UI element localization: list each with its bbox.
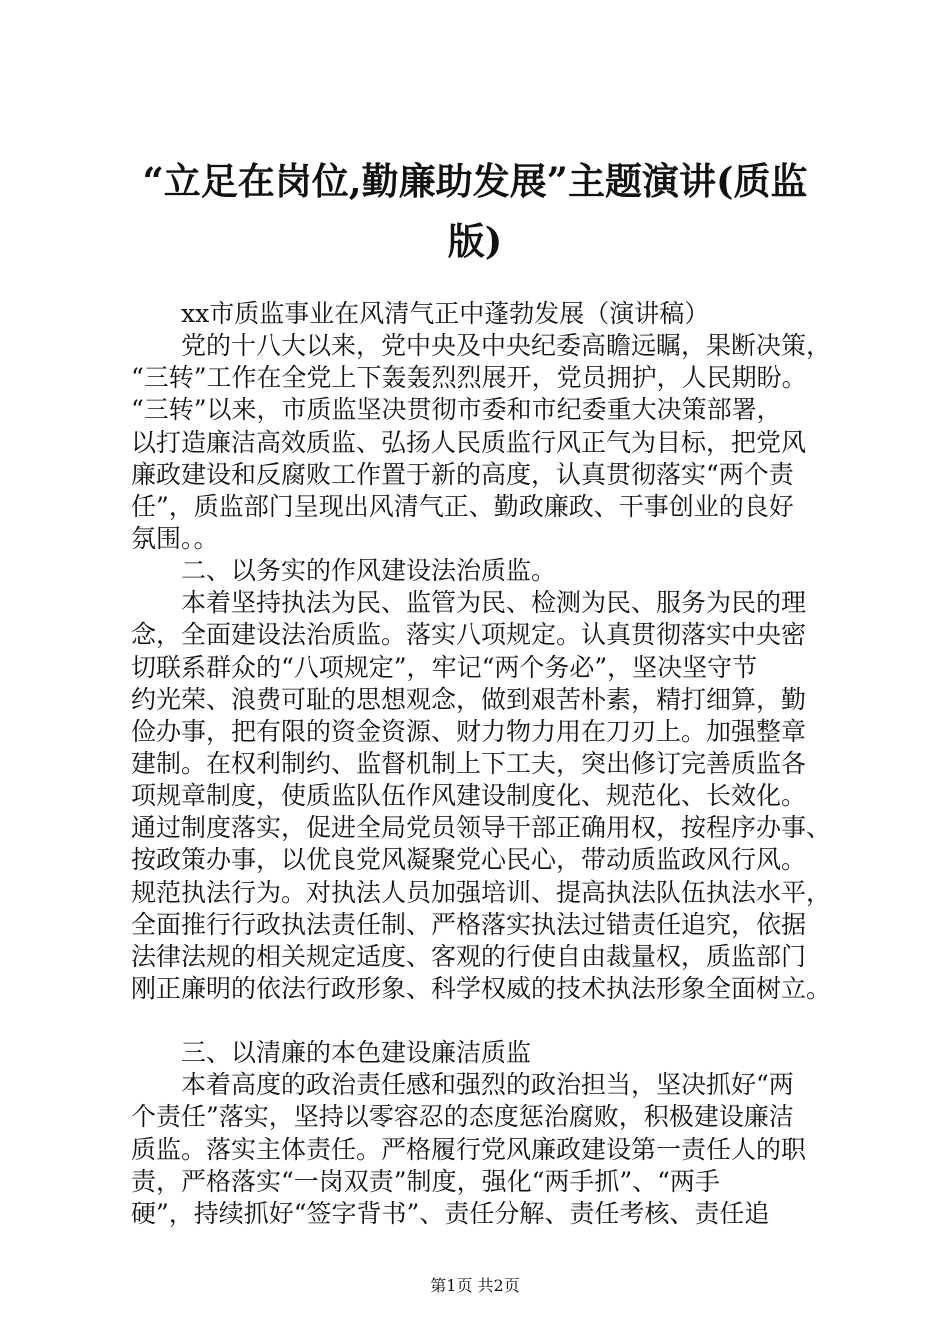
body-line: 硬”，持续抓好“签字背书”、责任分解、责任考核、责任追	[131, 1198, 770, 1228]
body-line: 刚正廉明的依法行政形象、科学权威的技术执法形象全面树立。	[131, 973, 832, 1003]
body-line: 质监。落实主体责任。严格履行党风廉政建设第一责任人的职	[131, 1134, 807, 1164]
section-heading: 三、以清廉的本色建设廉洁质监	[181, 1038, 532, 1068]
document-title-line-1: “立足在岗位,勤廉助发展”主题演讲(质监	[142, 159, 808, 203]
body-line: “三转”工作在全党上下轰轰烈烈展开，党员拥护，人民期盼。	[131, 363, 807, 393]
body-line: 建制。在权利制约、监督机制上下工夫，突出修订完善质监各	[131, 748, 807, 778]
paragraph-gap	[131, 1005, 851, 1037]
body-line: 氛围。。	[131, 523, 219, 553]
body-line: 党的十八大以来，党中央及中央纪委高瞻远瞩，果断决策，	[181, 331, 832, 361]
body-line: 任”，质监部门呈现出风清气正、勤政廉政、干事创业的良好	[131, 491, 794, 521]
document-title-line-2: 版)	[447, 219, 503, 263]
body-line: 责，严格落实“一岗双责”制度，强化“两手抓”、“两手	[131, 1166, 720, 1196]
body-line: 约光荣、浪费可耻的思想观念，做到艰苦朴素，精打细算，勤	[131, 684, 807, 714]
body-line: 按政策办事，以优良党风凝聚党心民心，带动质监政风行风。	[131, 845, 807, 875]
document-body	[131, 298, 851, 1230]
body-line: 项规章制度，使质监队伍作风建设制度化、规范化、长效化。	[131, 781, 807, 811]
body-line: 本着高度的政治责任感和强烈的政治担当，坚决抓好“两	[181, 1070, 794, 1100]
page-footer: 第1页 共2页	[430, 1276, 520, 1295]
body-line: 全面推行行政执法责任制、严格落实执法过错责任追究，依据	[131, 909, 807, 939]
body-line: 切联系群众的“八项规定”，牢记“两个务必”，坚决坚守节	[131, 652, 758, 682]
body-line: 通过制度落实，促进全局党员领导干部正确用权，按程序办事、	[131, 813, 832, 843]
body-line: 本着坚持执法为民、监管为民、检测为民、服务为民的理	[181, 588, 807, 618]
section-heading: 二、以务实的作风建设法治质监。	[181, 556, 557, 586]
body-line: 俭办事，把有限的资金资源、财力物力用在刀刃上。加强整章	[131, 716, 807, 746]
body-line: 廉政建设和反腐败工作置于新的高度，认真贯彻落实“两个责	[131, 459, 794, 489]
body-line: 念，全面建设法治质监。落实八项规定。认真贯彻落实中央密	[131, 620, 807, 650]
body-line: 规范执法行为。对执法人员加强培训、提高执法队伍执法水平，	[131, 877, 832, 907]
body-line: 以打造廉洁高效质监、弘扬人民质监行风正气为目标，把党风	[131, 427, 807, 457]
body-line: 个责任”落实，坚持以零容忍的态度惩治腐败，积极建设廉洁	[131, 1102, 794, 1132]
body-line: 法律法规的相关规定适度、客观的行使自由裁量权，质监部门	[131, 941, 807, 971]
subtitle-line: xx市质监事业在风清气正中蓬勃发展（演讲稿）	[181, 299, 710, 328]
body-line: “三转”以来，市质监坚决贯彻市委和市纪委重大决策部署，	[131, 395, 782, 425]
